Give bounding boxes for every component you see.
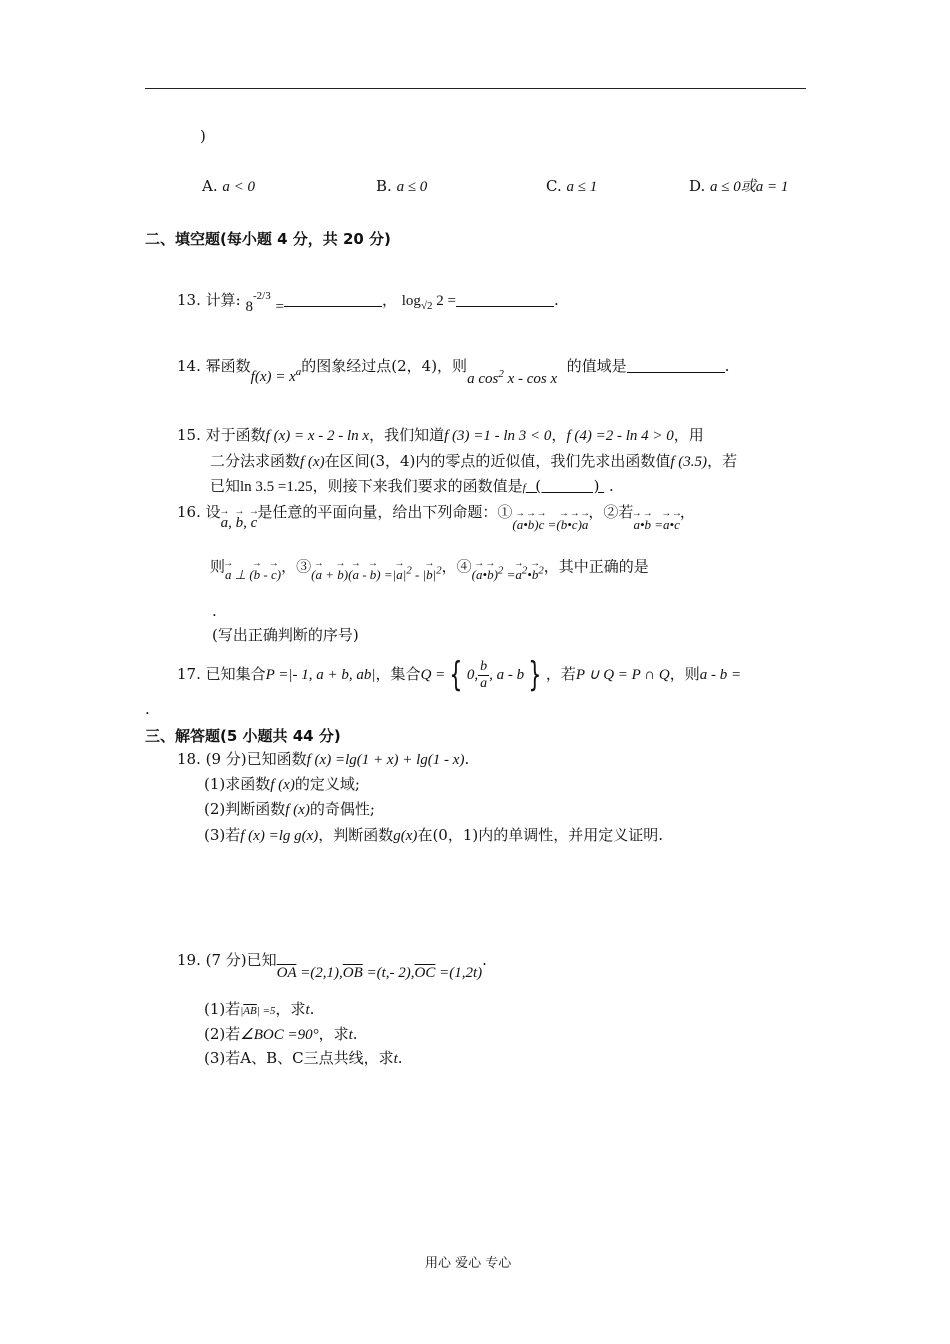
section-3-title: 三、解答题(5 小题共 44 分): [145, 727, 341, 745]
question-17-dot: .: [145, 700, 150, 718]
section-2-title: 二、填空题(每小题 4 分，共 20 分): [145, 230, 391, 248]
option-a: A. a < 0: [202, 177, 256, 195]
question-18-item-3: (3)若f (x) =lg g(x)，判断函数g(x)在(0，1)内的单调性，并用定义证明.: [204, 826, 663, 844]
option-c: C. a ≤ 1: [546, 177, 598, 195]
question-18-head: 18. (9 分)已知函数f (x) =lg(1 + x) + lg(1 - x).: [177, 750, 470, 768]
question-15-line-2: 二分法求函数f (x)在区间(3，4)内的零点的近似值，我们先求出函数值f (3.5)，若: [210, 452, 738, 470]
question-15-line-1: 15. 对于函数f (x) = x - 2 - ln x，我们知道f (3) =1 - ln 3 < 0，f (4) =2 - ln 4 > 0，用: [177, 426, 704, 444]
question-18-item-2: (2)判断函数f (x)的奇偶性;: [204, 800, 375, 818]
option-b: B. a ≤ 0: [376, 177, 428, 195]
question-17: 17. 已知集合P =|- 1, a + b, ab|，集合Q = { 0, $\frac{b}{a}$ , a - b } ，若P ∪ Q = P ∩ Q，则a - b =: [177, 655, 742, 695]
question-16-note: (写出正确判断的序号): [212, 626, 359, 644]
close-paren: ): [200, 127, 206, 145]
question-16-dot: .: [212, 602, 217, 620]
question-19-item-3: (3)若A、B、C三点共线，求t.: [204, 1049, 403, 1067]
question-13: 13. 计算: $8^{-2/3}$ = ， $\log_{√2} 2$ = .: [177, 290, 559, 315]
question-19-item-1: (1)若$|\overline{AB}| =5$，求t.: [204, 1000, 315, 1018]
page-footer: 用心 爱心 专心: [425, 1256, 512, 1271]
question-18-item-1: (1)求函数f (x)的定义域;: [204, 775, 360, 793]
question-15-line-3: 已知ln 3.5 =1.25，则接下来我们要求的函数值是f ( ) .: [210, 477, 614, 495]
option-d: D. a ≤ 0或a = 1: [689, 177, 789, 195]
question-19-head: 19. (7 分)已知$\overline{OA} =(2,1),\overline{OB} =(t,-$ $2),\overline{OC} =(1,2t)$.: [177, 951, 487, 981]
question-16-line-1: 16. 设→ a, → b, → c是任意的平面向量，给出下列命题：①(→ a•→ b)→ c =(→ b•→ c)→ a，②若→ a•→ b =→ a•→ c，: [177, 502, 695, 523]
header-rule: [145, 88, 806, 89]
question-14: 14. 幂函数$f(x) = x^a$的图象经过点(2，4)，则a $\cos^2 x$ - cos x 的值域是 .: [177, 357, 730, 387]
question-16-line-2: 则→ a ⊥ (→ b - → c)，③(→ a + → b)(→ a - → b) =|→ $a|^2$ - |→ $b|^2$，④(→ a•→ $b)^2 =\to a^2•\to b^2$，其中正确的是: [210, 553, 649, 577]
question-19-item-2: (2)若∠BOC =90°，求t.: [204, 1025, 358, 1043]
